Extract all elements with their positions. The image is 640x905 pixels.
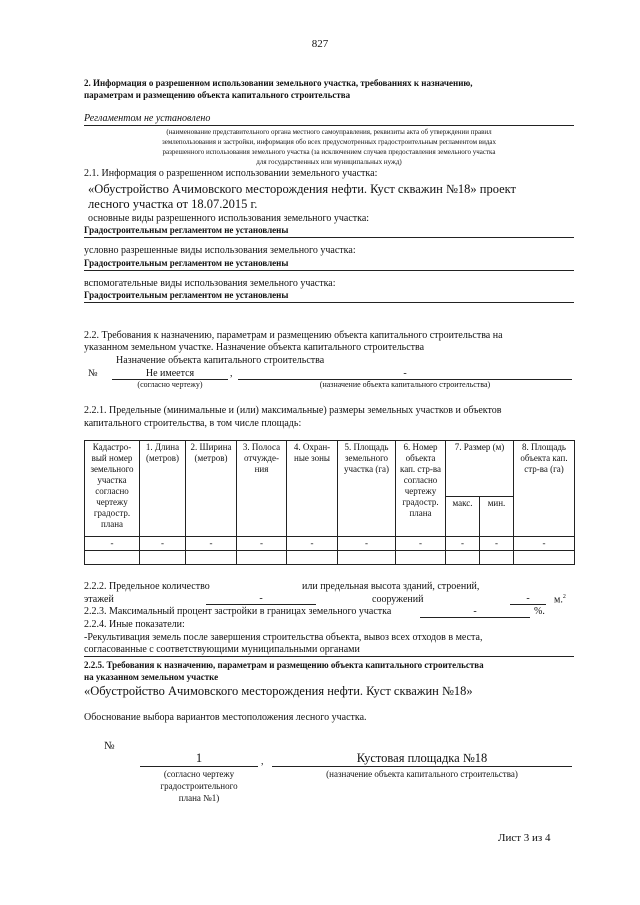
s22-no-value: Не имеется	[145, 368, 195, 379]
s21-main-value: Градостроительным регламентом не установлены	[84, 225, 289, 235]
s225-purpose-value: Кустовая площадка №18	[356, 751, 488, 765]
table-empty-cell	[446, 551, 480, 565]
s222-floors-label: этажей	[84, 594, 114, 605]
th-cadastral-number: Кадастро-вый номер земельного участка согласно чертежу градостр. плана	[85, 441, 140, 537]
table-cell: -	[140, 537, 186, 551]
s22-caption-right: (назначение объекта капитального строительства)	[319, 380, 491, 389]
s225-no-value: 1	[195, 751, 203, 765]
s21-main-label: основные виды разрешенного использования земельного участка:	[88, 213, 370, 224]
s224-underline	[84, 656, 574, 657]
s21-main-underline	[84, 237, 574, 238]
s222-unit-sup: 2	[562, 594, 566, 600]
s21-aux-underline	[84, 302, 574, 303]
th-length: 1. Длина (метров)	[140, 441, 186, 537]
section-2-title-line2: параметрам и размещению объекта капитального строительства	[84, 90, 351, 100]
s225-title-line2: на указанном земельном участке	[84, 672, 219, 682]
reglament-underline	[84, 125, 574, 126]
th-size: 7. Размер (м)	[446, 441, 514, 497]
s222-height-value: -	[526, 593, 530, 604]
table-cell: -	[446, 537, 480, 551]
s225-purpose-underline	[272, 766, 572, 767]
s223-unit: %.	[534, 606, 545, 617]
table-cell: -	[186, 537, 237, 551]
th-exclusion-strip: 3. Полоса отчужде-ния	[237, 441, 287, 537]
s22-caption-left: (согласно чертежу)	[137, 380, 203, 389]
reglament-value: Регламентом не установлено	[84, 113, 211, 124]
s225-no-underline	[140, 766, 258, 767]
s225-caption-left-line2: градостроительного	[160, 781, 238, 791]
table-empty-cell	[514, 551, 575, 565]
table-empty-cell	[85, 551, 140, 565]
s225-object: «Обустройство Ачимовского месторождения нефти. Куст скважин №18»	[84, 684, 473, 698]
th-protected-zones: 4. Охран-ные зоны	[287, 441, 338, 537]
s22-comma: ,	[230, 368, 233, 379]
s225-justification: Обоснование выбора вариантов местоположения лесного участка.	[84, 712, 367, 723]
s21-cond-underline	[84, 270, 574, 271]
reglament-note-line2: землепользования и застройки, информация обо всех предусмотренных градостроительным регламентом видах	[161, 138, 497, 146]
table-cell: -	[338, 537, 396, 551]
table-empty-cell	[140, 551, 186, 565]
s224-label: 2.2.4. Иные показатели:	[84, 619, 185, 630]
th-width: 2. Ширина (метров)	[186, 441, 237, 537]
th-size-max: макс.	[446, 497, 480, 537]
table-cell: -	[85, 537, 140, 551]
reglament-note-line1: (наименование представительного органа местного самоуправления, реквизиты акта об утверждении правил	[166, 128, 492, 136]
table-cell: -	[287, 537, 338, 551]
s22-line2: указанном земельном участке. Назначение объекта капитального строительства	[84, 342, 425, 353]
table-empty-cell	[480, 551, 514, 565]
s22-line3: Назначение объекта капитального строительства	[116, 355, 325, 366]
s21-aux-value: Градостроительным регламентом не установлены	[84, 290, 289, 300]
s225-no-label: №	[104, 740, 115, 752]
th-plot-area: 5. Площадь земельного участка (га)	[338, 441, 396, 537]
s224-line2: согласованные с соответствующими муниципальными органами	[84, 644, 360, 655]
s225-caption-left-line1: (согласно чертежу	[163, 769, 235, 779]
s223-label: 2.2.3. Максимальный процент застройки в границах земельного участка	[84, 606, 392, 617]
s221-line2: капитального строительства, в том числе площадь:	[84, 418, 302, 429]
th-object-area: 8. Площадь объекта кап. стр-ва (га)	[514, 441, 575, 537]
section-2-title-line1: 2. Информация о разрешенном использовании земельного участка, требованиях к назначению,	[84, 78, 473, 88]
s224-line1: -Рекультивация земель после завершения строительства объекта, вывоз всех отходов в места,	[84, 632, 483, 643]
table-cell: -	[480, 537, 514, 551]
s223-value: -	[473, 606, 477, 617]
s222-unit	[554, 594, 566, 605]
s22-purpose-value: -	[403, 368, 407, 379]
table-empty-cell	[338, 551, 396, 565]
s21-aux-label: вспомогательные виды использования земельного участка:	[84, 278, 336, 289]
s21-object-line2: лесного участка от 18.07.2015 г.	[88, 197, 258, 211]
s221-line1: 2.2.1. Предельные (минимальные и (или) максимальные) размеры земельных участков и объектов	[84, 405, 502, 416]
s22-line1: 2.2. Требования к назначению, параметрам и размещению объекта капитального строительства на	[84, 330, 503, 341]
parameters-table	[84, 440, 575, 565]
s222-height-underline	[510, 604, 546, 605]
table-cell: -	[237, 537, 287, 551]
reglament-note-line4: для государственных или муниципальных нужд)	[256, 158, 402, 166]
s222-floors-value: -	[259, 593, 263, 604]
s21-cond-label: условно разрешенные виды использования земельного участка:	[84, 245, 356, 256]
s225-title-line1: 2.2.5. Требования к назначению, параметрам и размещению объекта капитального строительства	[84, 660, 484, 670]
s22-no-label: №	[88, 368, 98, 379]
th-object-number: 6. Номер объекта кап. стр-ва согласно чертежу градостр. плана	[396, 441, 446, 537]
s225-caption-right: (назначение объекта капитального строительства)	[326, 769, 518, 779]
s225-caption-left-line3: плана №1)	[178, 793, 220, 803]
table-cell: -	[514, 537, 575, 551]
reglament-note-line3: разрешенного использования земельного участка (за исключением случаев предоставления земельного участка	[162, 148, 496, 156]
s222-floors-underline	[206, 604, 316, 605]
table-empty-cell	[396, 551, 446, 565]
table-cell: -	[396, 537, 446, 551]
s21-heading: 2.1. Информация о разрешенном использовании земельного участка:	[84, 168, 378, 179]
s21-object-line1: «Обустройство Ачимовского месторождения нефти. Куст скважин №18» проект	[88, 182, 517, 196]
table-empty-cell	[186, 551, 237, 565]
s223-underline	[420, 617, 530, 618]
sheet-number: Лист 3 из 4	[498, 832, 551, 844]
s225-comma: ,	[261, 756, 264, 767]
s222-line1-right: или предельная высота зданий, строений,	[302, 581, 480, 592]
th-size-min: мин.	[480, 497, 514, 537]
s222-structures-label: сооружений	[372, 594, 424, 605]
table-empty-cell	[237, 551, 287, 565]
table-empty-cell	[287, 551, 338, 565]
s21-cond-value: Градостроительным регламентом не установлены	[84, 258, 289, 268]
s222-unit-text: м.	[554, 594, 563, 606]
page-number: 827	[311, 38, 329, 50]
s222-line1-left: 2.2.2. Предельное количество	[84, 581, 210, 592]
